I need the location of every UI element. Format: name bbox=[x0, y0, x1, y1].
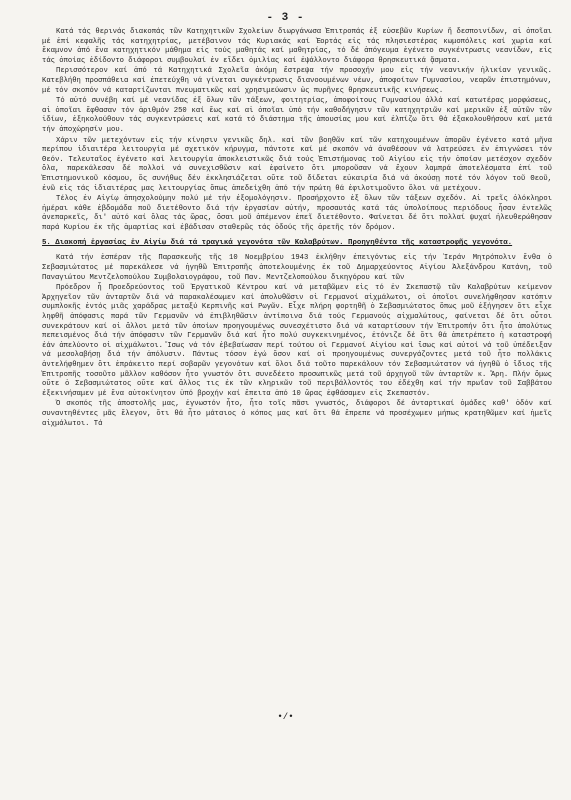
paragraph: Περισσότερον καί ἀπό τά Κατηχητικά Σχολεῖα ἀκόμη ἔστρεψα τήν προσοχήν μου εἰς τήν νεανικήν ἡλικίαν γενικῶς. Κατεβλήθη προσπάθεια καί ἐπετεύχθη νά γίνεται συγκέντρωσις διανοουμένων νέων, ἀποφοίτων Γυμνασίου, νεαρῶν ἐπιστημόνων, μέ τόν σκοπόν νά καταρτίζωνται πνευματικῶς καί χρησιμεύωσιν ὡς πυρῆνες θρησκευτικῆς κινήσεως. bbox=[42, 67, 552, 95]
paragraph: Κατά τήν ἑσπέραν τῆς Παρασκευῆς τῆς 10 Νοεμβρίου 1943 ἐκλήθην ἐπειγόντως εἰς τήν Ἱεράν Μητρόπολιν ἔνθα ὁ Σεβασμιώτατος μέ παρεκάλεσε νά ἡγηθῶ Ἐπιτροπῆς ἀποτελουμένης ἐκ τοῦ Δημαρχεύοντος Αἰγίου Ἀλεξάνδρου Κατάνη, τοῦ Παναγιώτου Μεντζελοπούλου Συμβολαιογράφου, τοῦ Παν. Μεντζελοπούλου δικηγόρου καί τῶν bbox=[42, 254, 552, 282]
paragraph: Τέλος ἐν Αἰγίῳ ἀπησχολούμην πολύ μέ τήν ἐξομολόγησιν. Προσήρχοντο ἐξ ὅλων τῶν τάξεων σχεδόν. Αἱ τρεῖς ὁλόκληροι ἡμέραι κάθε ἑβδομάδα ποῦ διετέθοντο διά τήν ἐργασίαν αὐτήν, προσαυτάς κατά τάς ὑπολοίπους περιόδους ἦσαν ἐντελῶς ἀνεπαρκεῖς, δι' αὐτό καί ὅλας τάς ὥρας, ὅσαι μοῦ ἀπέμενον ἐπεῖ διετέθοντο. Φαίνεται δέ ὅτι πολλαί ψυχαί ἠλευθερώθησαν παρά Κυρίου ἐκ τῆς ἁμαρτίας καί ἐβάδισαν σταθερῶς τάς ὁδούς τῆς ἀρετῆς τόν δρόμον. bbox=[42, 195, 552, 232]
continuation-mark: •/• bbox=[277, 712, 294, 722]
page-number: - 3 - bbox=[266, 12, 305, 24]
paragraph: Ὁ σκοπός τῆς ἀποστολῆς μας, ἐγνωστόν ἦτο, ἦτο τοῖς πᾶσι γνωστός, διάφοροι δέ ἀνταρτικαί ὁμάδες καθ' ὁδόν καί συναντηθέντες μᾶς ἔλεγον, ὅτι θά ἦτο μάταιος ὁ κόπος μας καί ὅτι θά ἔπρεπε νά προσέχωμεν μήπως κρατηθῶμεν καί ἡμεῖς αἰχμάλωτοι. Τά bbox=[42, 400, 552, 428]
paragraph: Τό αὐτό συνέβη καί μέ νεανίδας ἐξ ὅλων τῶν τάξεων, φοιτητρίας, ἀποφοίτους Γυμνασίου ἀλλά καί κατωτέρας μορφώσεως, αἱ ὁποῖαι ἔφθασαν τόν ἀριθμόν 250 καί ἔως καί αἱ ὁποῖαι ὑπό τήν καθοδήγησιν τῶν κατηχητριῶν καί μερικῶν ἐξ αὐτῶν τῶν ἰδίων, ἐξηκολούθουν τάς συγκεντρώσεις καί κατά τό διάστημα τῆς ἀπουσίας μου καί ἐλπίζω ὅτι θά ἐξακολουθήσουν καί μετά τήν ἀποχώρησίν μου. bbox=[42, 97, 552, 134]
paragraph: Πρόεδρον ἦ Προεδρεύοντος τοῦ Ἐργατικοῦ Κέντρου καί νά μεταβῶμεν εἰς τό ἐν Σκεπαστῷ τῶν Καλαβρύτων κείμενον Ἀρχηγεῖον τῶν ἀνταρτῶν διά νά παρακαλέσωμεν καί ἀπολυθῶσιν οἱ Γερμανοί αἰχμάλωτοι, οἱ ὁποῖοι συνελήφθησαν κατόπιν συμπλοκῆς ἐντός μιᾶς χαράδρας μεταξύ Κερπινῆς καί Ρωγῶν. Εἶχε πλήρη φορτηθῆ ὁ Σεβασμιώτατος ὅπως μοῦ ἐξήγησεν ὅτι εἶχε ληφθῆ ἀπόφασις παρά τῶν Γερμανῶν νά ἐπιβληθῶσιν ἀντίποινα διά τούς Γερμανούς αἰχμαλώτους, φαίνεται δέ ὅτι οὗτοι συνεκράτουν καί οἱ ἄλλοι μετά τῶν ὁποίων προηγουμένως συνεσχέτιστο διά νά καταρτίσουν τήν Ἐπιτροπήν ὅτι ἦτο ἀπολύτως πεπεισμένος διά τήν ἀπόφασιν τῶν Γερμανῶν διά καί ἦτο πολύ συγκεκινημένος, ἐτόνιζε δέ ὅτι θά ἀπετρέπετο ἡ καταστροφή ἐάν ἀπελύοντο οἱ αἰχμάλωτοι. Ἴσως νά τόν ἐβεβαίωσαν περί τούτου οἱ Γερμανοί Αἰγίου καί ἴσως καί αὐτοί νά τοῦ ὑπέδειξαν νά μεσολαβήσῃ διά τήν ἀπόλυσιν. Πάντως τόσον ἐγώ ὅσον καί οἱ προηγουμένως συνεργάζοντες μετά τοῦ ἦτο πολλάκις ἀντελήφθημεν ὅτι ἐπράκειτο περί σοβαρῶν γεγονότων καί ὅλοι διά τοῦτο παρεκάλουν τόν Σεβασμιώτατον νά ἡγηθῶ ὁ ἴδιος τῆς Ἐπιτροπῆς τοσοῦτο μᾶλλον καθόσον ἦτο γνωστόν ὅτι συνεδέετο προσωπικῶς μετά τοῦ ἀρχηγοῦ τῶν ἀνταρτῶν κ. Ἄρη. Πλήν ὅμως οὔτε ὁ Σεβασμιώτατος οὔτε καί ἄλλος τις ἐκ τῶν κληρικῶν τοῦ περιβάλλοντός του ἐδέχθη καί τήν πρωΐαν τοῦ Σαββάτου ἐξεκινήσαμεν μέ ἕνα αὐτοκίνητον ὑπό βροχήν καί ἔπειτα ἀπό 10 ὥρας ἐφθάσαμεν εἰς Σκεπαστόν. bbox=[42, 284, 552, 398]
paragraph: Χάριν τῶν μετεχόντων εἰς τήν κίνησιν γενικῶς δηλ. καί τῶν βοηθῶν καί τῶν κατηχουμένων ἀπορῶν ἐγένετο κατά μῆνα περίπου ἰδιαιτέρα λειτουργία μέ σχετικόν κήρυγμα, πάντοτε καί μέ σκοπόν νά ἀναθέσουν νά λατρεύσει ἐν ἐπιγνώσει τόν Θεόν. Τελευταῖος ἐγένετο καί λειτουργία ἀποκλειστικῶς διά τούς Ἐπιστήμονας τοῦ Αἰγίου εἰς τήν ὁποίαν μετέσχον σχεδόν ὅλα, παρεκάλεσαν δέ πολλοί νά συνεχισθῶσιν καί ἐφαίνετο ὅτι μποροῦσαν νά ἔχουν λαμπρά ἀποτελέσματα ἐπί τοῦ Ἐπιστημονικοῦ κόσμου, ὅς συνήθως δέν ἐκκλησιάζεται οὔτε τοῦ δίδεται εὐκαιρία διά νά ἀκούσῃ ποτέ τόν λόγον τοῦ Θεοῦ, ἐνῶ εἰς τάς ἰδιαιτέρας μας λειτουργίας ὅπως ἀπεδείχθη ἀπό τήν πρώτη θά ἐφιλοτιμοῦντο ὅλοι νά μετέχουν. bbox=[42, 136, 552, 193]
section-heading: 5. Διακοπή ἐργασίας ἐν Αἰγίῳ διά τά τραγικά γεγονότα τῶν Καλαβρύτων. Προηγηθέντα τῆς καταστροφῆς γεγονότα. bbox=[42, 239, 513, 248]
document-body bbox=[42, 28, 552, 430]
paragraph: Κατά τάς θερινάς διακοπάς τῶν Κατηχητικῶν Σχολείων διωργάνωσα Ἐπιτροπάς ἐξ εὐσεβῶν Κυρίων ἤ δεσποινίδων, αἱ ὁποῖαι μέ ἐπί κεφαλῆς τάς κατηχητρίας, μετέβαινον τάς Κυριακάς καί Ἑορτάς εἰς τάς πλησιεστέρας κωμοπόλεις καί χωρία καί ἔκαμνον ἀπό ἕνα κατηχητικόν μάθημα εἰς τούς μαθητάς καί μαθητρίας, τό δέ ἀπόγευμα ἐγένετο συγκέντρωσις νεανίδων, εἰς τάς ὁποίας ἐδίδοντο διάφοροι συμβουλαί ἐν εἴδει ὁμιλίας καί ἐψάλλοντο διάφορα θρησκευτικά ᾄσματα. bbox=[42, 28, 552, 65]
